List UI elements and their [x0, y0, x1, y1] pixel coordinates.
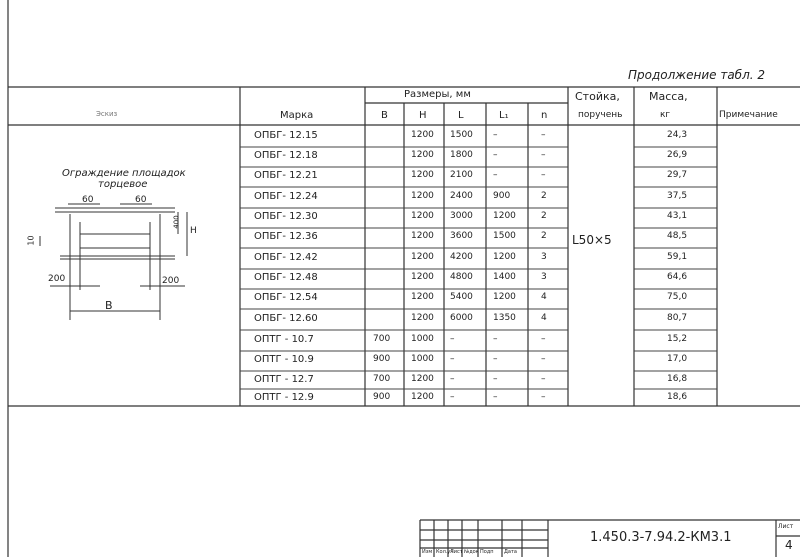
cell-h: 1200	[411, 211, 434, 221]
cell-l1: –	[493, 374, 498, 384]
cell-h: 1200	[411, 313, 434, 323]
cell-mark: ОПБГ- 12.60	[254, 313, 318, 324]
cell-l: 3000	[450, 211, 473, 221]
cell-h: 1200	[411, 374, 434, 384]
cell-n: 4	[541, 292, 547, 302]
cell-mark: ОПТГ - 10.7	[254, 334, 314, 345]
cell-mark: ОПБГ- 12.42	[254, 252, 318, 263]
cell-h: 1200	[411, 272, 434, 282]
cell-mass: 59,1	[667, 252, 688, 262]
cell-l: –	[450, 334, 455, 344]
post-profile: L50×5	[572, 233, 612, 247]
continuation-label: Продолжение табл. 2	[628, 68, 766, 82]
cell-l1: 1200	[493, 252, 516, 262]
railing-sketch	[40, 204, 187, 320]
cell-mass: 18,6	[667, 392, 688, 402]
cell-l: 2400	[450, 191, 473, 201]
cell-mark: ОПБГ- 12.15	[254, 130, 318, 141]
cell-mark: ОПТГ - 12.7	[254, 374, 314, 385]
header-dim-b: В	[381, 110, 388, 121]
header-dim-l1: L₁	[499, 110, 509, 121]
dim-200-left: 200	[48, 274, 66, 284]
cell-n: 4	[541, 313, 547, 323]
cell-mark: ОПТГ - 12.9	[254, 392, 314, 403]
stamp-col-label: Подп	[480, 549, 494, 555]
cell-l1: –	[493, 150, 498, 160]
stamp-col-label: Дата	[504, 549, 517, 555]
cell-b: 700	[373, 374, 391, 384]
cell-l: –	[450, 374, 455, 384]
cell-n: –	[541, 392, 546, 402]
cell-mass: 80,7	[667, 313, 688, 323]
cell-mark: ОПБГ- 12.48	[254, 272, 318, 283]
cell-b: 900	[373, 354, 391, 364]
cell-l1: –	[493, 354, 498, 364]
dim-10: 10	[26, 235, 36, 246]
cell-h: 1200	[411, 150, 434, 160]
cell-l1: 1200	[493, 292, 516, 302]
cell-mark: ОПБГ- 12.36	[254, 231, 318, 242]
dim-200-right: 200	[162, 276, 180, 286]
stamp-col-label: №док	[464, 549, 479, 555]
header-post-2: поручень	[578, 110, 623, 120]
sketch-caption-2: торцевое	[98, 179, 148, 190]
cell-n: 2	[541, 231, 547, 241]
cell-n: 3	[541, 252, 547, 262]
header-post-1: Стойка,	[575, 90, 620, 103]
cell-n: 3	[541, 272, 547, 282]
cell-l: 6000	[450, 313, 473, 323]
cell-l1: –	[493, 170, 498, 180]
cell-mass: 75,0	[667, 292, 688, 302]
cell-l1: –	[493, 392, 498, 402]
cell-n: 2	[541, 191, 547, 201]
cell-l: 1800	[450, 150, 473, 160]
cell-b: 700	[373, 334, 391, 344]
dim-h: Н	[190, 226, 197, 236]
header-mass-1: Масса,	[649, 90, 688, 103]
cell-l1: 1200	[493, 211, 516, 221]
cell-n: –	[541, 354, 546, 364]
cell-h: 1200	[411, 130, 434, 140]
header-dims: Размеры, мм	[404, 89, 471, 100]
cell-n: 2	[541, 211, 547, 221]
header-view: Эскиз	[96, 110, 118, 118]
cell-mass: 17,0	[667, 354, 688, 364]
cell-mark: ОПБГ- 12.21	[254, 170, 318, 181]
cell-n: –	[541, 334, 546, 344]
header-mass-2: кг	[660, 110, 671, 120]
cell-l1: 1350	[493, 313, 516, 323]
cell-h: 1200	[411, 170, 434, 180]
cell-mass: 15,2	[667, 334, 688, 344]
cell-h: 1000	[411, 334, 434, 344]
cell-b: 900	[373, 392, 391, 402]
cell-mark: ОПБГ- 12.54	[254, 292, 318, 303]
header-dim-n: n	[541, 110, 548, 121]
cell-n: –	[541, 374, 546, 384]
cell-mass: 43,1	[667, 211, 688, 221]
cell-l: 4800	[450, 272, 473, 282]
header-mark: Марка	[280, 110, 314, 121]
cell-n: –	[541, 150, 546, 160]
cell-l: –	[450, 392, 455, 402]
stamp-col-label: Кол.уч	[436, 549, 454, 555]
stamp-col-label: Изм	[422, 549, 433, 555]
cell-n: –	[541, 170, 546, 180]
dim-b: В	[105, 299, 113, 312]
dim-60-left: 60	[82, 195, 94, 205]
cell-mark: ОПБГ- 12.30	[254, 211, 318, 222]
cell-mark: ОПБГ- 12.18	[254, 150, 318, 161]
header-dim-l: L	[458, 110, 464, 121]
cell-l1: –	[493, 334, 498, 344]
cell-l: –	[450, 354, 455, 364]
cell-l: 1500	[450, 130, 473, 140]
cell-h: 1200	[411, 191, 434, 201]
cell-mark: ОПБГ- 12.24	[254, 191, 318, 202]
cell-h: 1200	[411, 231, 434, 241]
cell-h: 1200	[411, 392, 434, 402]
sketch-caption-1: Ограждение площадок	[62, 168, 186, 179]
dim-h2: 400	[172, 215, 181, 229]
cell-h: 1200	[411, 292, 434, 302]
dim-60-right: 60	[135, 195, 147, 205]
cell-l1: –	[493, 130, 498, 140]
cell-l1: 1500	[493, 231, 516, 241]
cell-h: 1000	[411, 354, 434, 364]
cell-l1: 900	[493, 191, 511, 201]
cell-l: 4200	[450, 252, 473, 262]
stamp-col-label: Лист	[450, 549, 463, 555]
cell-mark: ОПТГ - 10.9	[254, 354, 314, 365]
header-dim-h: Н	[419, 110, 427, 121]
cell-mass: 16,8	[667, 374, 688, 384]
doc-code: 1.450.3-7.94.2-КМ3.1	[590, 530, 732, 545]
cell-n: –	[541, 130, 546, 140]
cell-l: 5400	[450, 292, 473, 302]
cell-mass: 64,6	[667, 272, 688, 282]
cell-mass: 29,7	[667, 170, 688, 180]
cell-mass: 37,5	[667, 191, 688, 201]
cell-l1: 1400	[493, 272, 516, 282]
cell-l: 3600	[450, 231, 473, 241]
cell-mass: 24,3	[667, 130, 688, 140]
header-note: Примечание	[719, 110, 778, 120]
sheet-number: 4	[785, 538, 793, 552]
cell-mass: 48,5	[667, 231, 688, 241]
cell-l: 2100	[450, 170, 473, 180]
cell-mass: 26,9	[667, 150, 688, 160]
cell-h: 1200	[411, 252, 434, 262]
sheet-label: Лист	[778, 523, 794, 530]
